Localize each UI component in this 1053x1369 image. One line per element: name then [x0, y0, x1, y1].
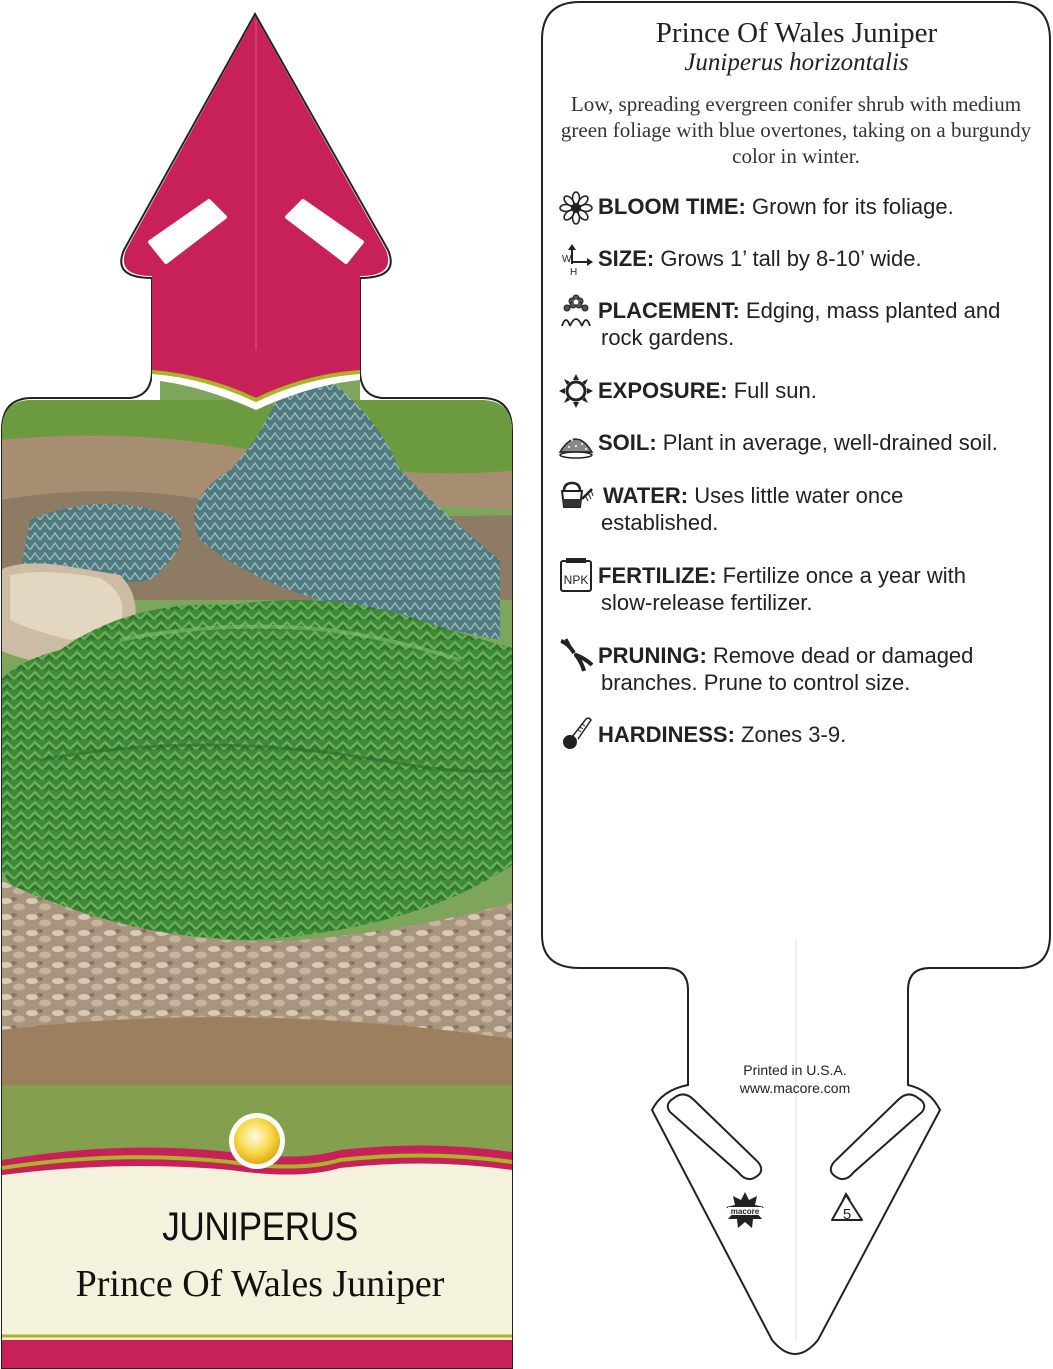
care-bloom-time: BLOOM TIME: Grown for its foliage. — [598, 194, 954, 219]
svg-text:H: H — [570, 267, 578, 278]
juniper-photo — [0, 350, 520, 1195]
care-fertilize: FERTILIZE: Fertilize once a year with slow-release fertilizer. — [598, 563, 966, 615]
svg-text:NPK: NPK — [563, 573, 589, 587]
pruners-icon — [558, 637, 594, 673]
care-placement: PLACEMENT: Edging, mass planted and rock gardens. — [598, 298, 1001, 350]
fertilizer-icon — [558, 557, 594, 593]
back-header — [545, 17, 1048, 77]
sun-icon — [558, 373, 594, 409]
printed-country: Printed in U.S.A. — [743, 1062, 847, 1078]
common-name-front: Prince Of Wales Juniper — [75, 1263, 445, 1305]
front-label-panel — [2, 1163, 512, 1348]
care-exposure: EXPOSURE: Full sun. — [598, 378, 817, 403]
latin-name: Juniperus horizontalis — [684, 49, 909, 76]
care-water: WATER: Uses little water once established. — [601, 483, 904, 535]
printer-info — [700, 1061, 890, 1097]
care-size: SIZE: Grows 1’ tall by 8-10’ wide. — [598, 246, 922, 271]
printer-website: www.macore.com — [739, 1080, 851, 1096]
flower-icon — [558, 190, 594, 226]
soil-icon — [558, 424, 594, 460]
svg-text:macore: macore — [730, 1207, 760, 1216]
placement-icon — [558, 292, 594, 328]
plant-description: Low, spreading evergreen conifer shrub with medium green foliage with blue overtones, taking on a burgundy color in winter. — [560, 92, 1032, 168]
plant-title: Prince Of Wales Juniper — [655, 17, 938, 49]
thermometer-icon — [558, 715, 594, 751]
genus-name: JUNIPERUS — [162, 1205, 358, 1249]
care-hardiness: HARDINESS: Zones 3-9. — [598, 722, 847, 747]
care-pruning: PRUNING: Remove dead or damaged branches. Prune to control size. — [598, 643, 974, 695]
care-soil: SOIL: Plant in average, well-drained soil. — [598, 430, 998, 455]
svg-text:5: 5 — [842, 1206, 852, 1223]
size-icon — [558, 242, 594, 278]
svg-text:W: W — [562, 254, 572, 265]
watering-can-icon — [558, 477, 594, 513]
